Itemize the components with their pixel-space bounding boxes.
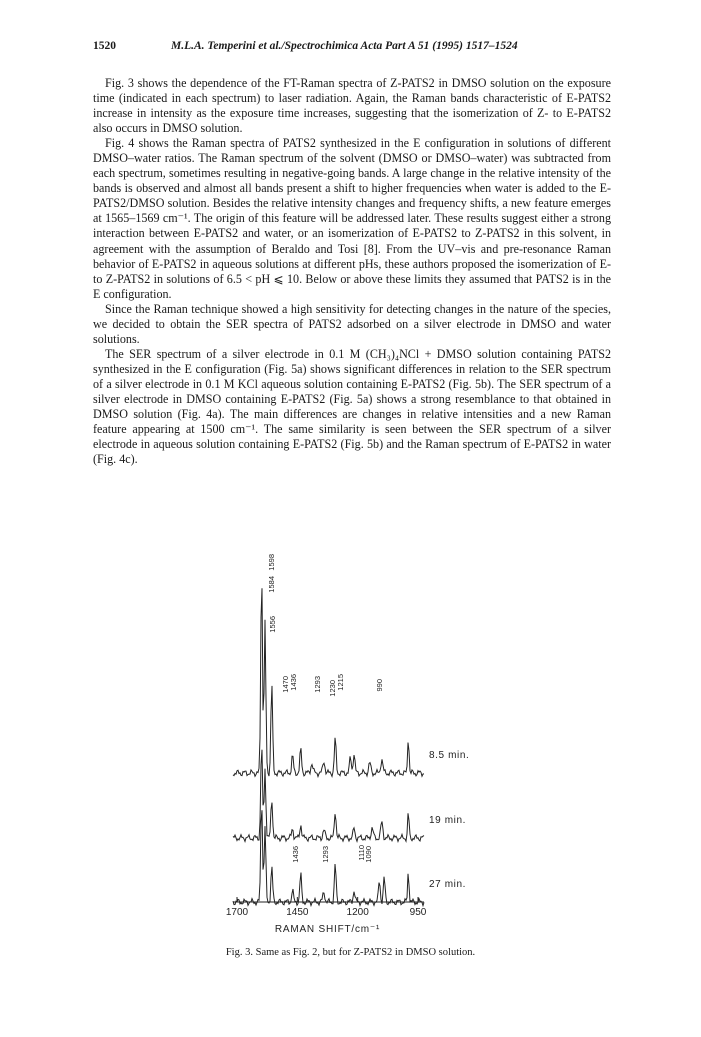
x-axis-label: RAMAN SHIFT/cm⁻¹ <box>274 924 381 935</box>
x-tick-label: 1700 <box>225 907 249 918</box>
peak-label: 1293 <box>313 676 322 693</box>
peak-label: 1436 <box>291 846 300 863</box>
peak-label: 1110 <box>357 845 366 861</box>
peak-label: 1584 <box>267 576 276 593</box>
raman-spectra-plot <box>215 548 515 948</box>
peak-label: 1436 <box>289 674 298 691</box>
page-header <box>93 40 613 56</box>
peak-label: 1215 <box>336 674 345 691</box>
peak-label: 1090 <box>364 846 373 863</box>
figure-3 <box>215 548 515 948</box>
paragraph: Since the Raman technique showed a high sensitivity for detecting changes in the nature of the species, we decided to obtain the SER spectra of PATS2 adsorbed on a silver electrode in DMSO and water solutions. <box>93 301 611 346</box>
peak-label: 1470 <box>281 676 290 693</box>
peak-label: 1598 <box>267 554 276 571</box>
peak-label: 1230 <box>328 680 337 697</box>
spectrum-trace <box>233 750 424 842</box>
paragraph: Fig. 4 shows the Raman spectra of PATS2 synthesized in the E configuration in solutions of different DMSO–water ratios. The Raman spectrum of the solvent (DMSO or DMSO–water) was subtracted from each spectrum, sometimes resulting in negative-going bands. A large change in the relative intensity of the bands is observed and almost all bands present a shift to higher frequencies when water is added to the E-PATS2/DMSO solution. Besides the relative intensity changes and frequency shifts, a new feature emerges at 1565–1569 cm⁻¹. The origin of this feature will be addressed later. These results suggest either a strong interaction between E-PATS2 and water, or an isomerization of E-PATS2 to Z-PATS2 in this solvent, in agreement with the assumption of Beraldo and Tosi [8]. From the UV–vis and pre-resonance Raman behavior of E-PATS2 in aqueous solutions at different pHs, these authors proposed the isomerization of E- to Z-PATS2 in solutions of 6.5 < pH ⩽ 10. Below or above these limits they assumed that PATS2 is in the E configuration. <box>93 136 611 301</box>
paragraph: The SER spectrum of a silver electrode in 0.1 M (CH₃)₄NCl + DMSO solution containing PATS2 synthesized in the E configuration (Fig. 5a) shows significant differences in relation to the SER spectrum of a silver electrode in 0.1 M KCl aqueous solution containing E-PATS2 (Fig. 5b). The SER spectrum of a silver electrode in DMSO containing E-PATS2 (Fig. 5a) shows a strong resemblance to that obtained in DMSO solution (Fig. 4a). The main differences are changes in relative intensities and a new Raman feature appearing at 1500 cm⁻¹. The same similarity is seen between the SER spectrum of a silver electrode in aqueous solution containing E-PATS2 (Fig. 5b) and the Raman spectrum of E-PATS2 in water (Fig. 4c). <box>93 346 611 467</box>
figure-caption: Fig. 3. Same as Fig. 2, but for Z-PATS2 in DMSO solution. <box>225 947 476 958</box>
series-label: 27 min. <box>429 879 466 890</box>
x-tick-label: 950 <box>409 907 427 918</box>
x-tick-label: 1200 <box>346 907 369 918</box>
x-tick-label: 1450 <box>286 907 309 918</box>
peak-label: 1293 <box>321 846 330 863</box>
body-text <box>93 76 611 467</box>
paragraph: Fig. 3 shows the dependence of the FT-Raman spectra of Z-PATS2 in DMSO solution on the exposure time (indicated in each spectrum) to laser radiation. Again, the Raman bands characteristic of E-PATS2 increase in intensity as the exposure time increases, suggesting that the isomerization of Z- to E-PATS2 also occurs in DMSO solution. <box>93 76 611 136</box>
series-label: 8.5 min. <box>429 750 470 761</box>
series-label: 19 min. <box>429 815 466 826</box>
running-title: M.L.A. Temperini et al./Spectrochimica Acta Part A 51 (1995) 1517–1524 <box>171 40 518 52</box>
page-number: 1520 <box>93 40 116 52</box>
peak-label: 1556 <box>268 616 277 633</box>
peak-label: 990 <box>375 679 384 692</box>
